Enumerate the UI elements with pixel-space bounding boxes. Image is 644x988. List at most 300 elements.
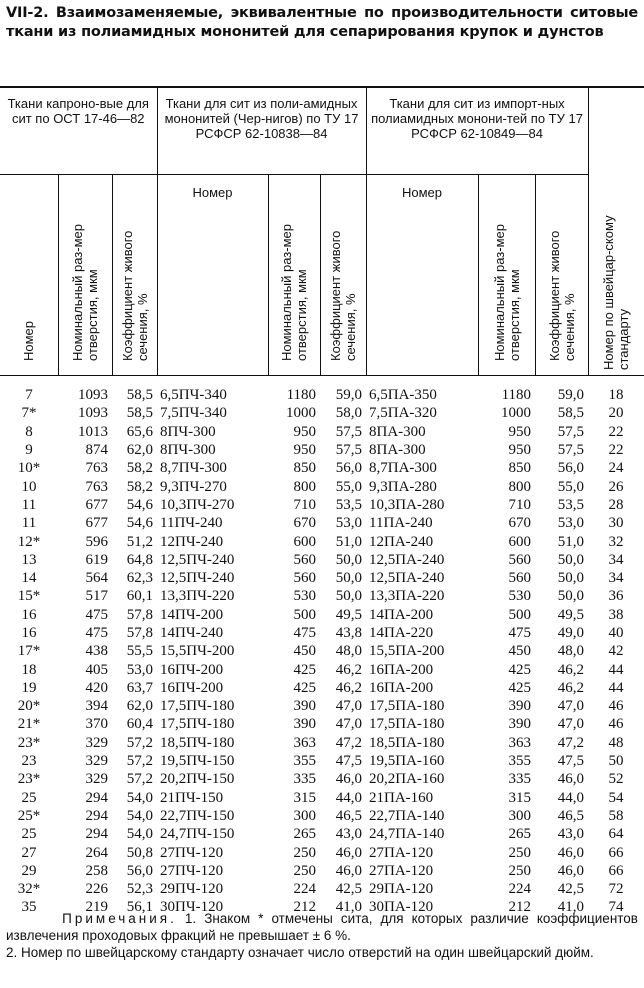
cell-ost-size: 329 <box>85 771 108 788</box>
col-header-size-2 <box>268 175 320 376</box>
cell-pa-coef: 47,2 <box>557 734 585 751</box>
cell-pa-coef: 46,0 <box>557 862 585 879</box>
cell-pa-size: 425 <box>508 661 532 678</box>
cell-pa-size: 560 <box>508 570 532 587</box>
cell-swiss-number: 66 <box>608 862 624 879</box>
cell-pch-coef: 46,0 <box>335 844 363 861</box>
cell-pa-coef: 46,2 <box>557 679 585 696</box>
table-row <box>0 880 644 898</box>
cell-ost-size: 596 <box>85 533 108 550</box>
cell-pa-coef: 58,5 <box>557 405 585 422</box>
table-row <box>0 862 644 880</box>
cell-ost-size: 329 <box>85 734 108 751</box>
cell-pch-number: 21ПЧ-150 <box>160 789 224 806</box>
cell-pch-number: 30ПЧ-120 <box>160 899 224 916</box>
cell-ost-coef: 56,1 <box>126 899 154 916</box>
cell-ost-size: 677 <box>85 515 108 532</box>
table-row <box>0 477 644 495</box>
cell-pa-size: 560 <box>508 551 532 568</box>
cell-pch-size: 390 <box>293 716 317 733</box>
note-2: 2. Номер по швейцарскому стандарту означает число отверстий на один швейцарский дюйм. <box>6 945 594 960</box>
cell-pch-number: 8ПЧ-300 <box>160 442 216 459</box>
cell-pa-number: 21ПА-160 <box>369 789 434 806</box>
cell-pch-coef: 53,0 <box>335 515 363 532</box>
cell-pch-size: 710 <box>293 496 317 513</box>
cell-pch-coef: 47,5 <box>335 753 363 770</box>
table-row <box>0 423 644 441</box>
cell-pch-number: 8,7ПЧ-300 <box>160 460 227 477</box>
cell-pa-coef: 44,0 <box>557 789 585 806</box>
cell-pch-coef: 47,0 <box>335 698 363 715</box>
cell-pch-number: 19,5ПЧ-150 <box>160 753 235 770</box>
cell-pa-coef: 46,2 <box>557 661 585 678</box>
cell-pa-coef: 50,0 <box>557 570 585 587</box>
table-row <box>0 459 644 477</box>
cell-ost-coef: 57,2 <box>126 753 154 770</box>
cell-pa-number: 7,5ПА-320 <box>369 405 437 422</box>
table-row <box>0 770 644 788</box>
cell-pch-size: 390 <box>293 698 317 715</box>
cell-ost-coef: 57,2 <box>126 734 154 751</box>
cell-ost-number: 18 <box>21 661 37 678</box>
cell-pa-coef: 49,0 <box>557 625 585 641</box>
table-row <box>0 532 644 550</box>
cell-pch-size: 1180 <box>286 387 317 404</box>
cell-pch-size: 250 <box>293 862 317 879</box>
cell-pa-coef: 49,5 <box>557 606 585 623</box>
note-1-text: 1. Знаком * отмечены сита, для которых различие коэффициентов извлечения проходовых фракций не превышает ± 6 %. <box>6 911 638 943</box>
cell-ost-size: 874 <box>85 442 108 459</box>
cell-swiss-number: 54 <box>608 789 624 806</box>
cell-ost-coef: 57,8 <box>126 606 154 623</box>
cell-pch-number: 27ПЧ-120 <box>160 862 224 879</box>
cell-swiss-number: 42 <box>608 643 624 660</box>
cell-ost-coef: 54,0 <box>126 807 154 824</box>
cell-swiss-number: 22 <box>608 423 624 440</box>
table-row <box>0 825 644 843</box>
cell-pa-size: 265 <box>508 826 532 843</box>
col-header-label: Номинальный раз-мер отверстия, мкм <box>491 224 522 361</box>
table-row <box>0 789 644 807</box>
cell-pa-coef: 46,0 <box>557 771 585 788</box>
cell-ost-coef: 54,0 <box>126 789 154 806</box>
cell-swiss-number: 50 <box>608 753 624 770</box>
cell-pch-number: 22,7ПЧ-150 <box>160 807 235 824</box>
col-header-label: Номер <box>21 320 37 361</box>
cell-pa-size: 1180 <box>501 387 532 404</box>
cell-pch-number: 12,5ПЧ-240 <box>160 551 235 568</box>
table-row <box>0 679 644 697</box>
col-header-label: Номинальный раз-мер отверстия, мкм <box>279 224 310 361</box>
cell-pa-size: 224 <box>508 881 532 898</box>
cell-pch-coef: 44,0 <box>335 789 363 806</box>
cell-pa-size: 425 <box>508 679 532 696</box>
cell-pa-number: 15,5ПА-200 <box>369 643 445 660</box>
table-row <box>0 843 644 861</box>
cell-swiss-number: 32 <box>608 533 624 550</box>
cell-ost-size: 294 <box>85 789 108 806</box>
cell-pch-number: 14ПЧ-240 <box>160 625 224 641</box>
cell-pch-size: 224 <box>293 881 317 898</box>
cell-ost-number: 7* <box>21 405 37 422</box>
cell-swiss-number: 46 <box>608 698 624 715</box>
cell-ost-number: 11 <box>21 515 37 532</box>
cell-ost-coef: 54,6 <box>126 496 154 513</box>
cell-pch-size: 300 <box>293 807 317 824</box>
cell-ost-number: 29 <box>21 862 37 879</box>
cell-pa-coef: 46,0 <box>557 844 585 861</box>
group-header-ost: Ткани капроно-вые для сит по ОСТ 17-46—82 <box>0 87 157 175</box>
cell-pch-size: 800 <box>293 478 317 495</box>
notes <box>6 910 638 961</box>
col-header-size-1 <box>58 175 112 376</box>
cell-pch-coef: 48,0 <box>335 643 363 660</box>
cell-pa-size: 710 <box>508 496 532 513</box>
cell-pch-size: 315 <box>293 789 317 806</box>
cell-ost-number: 35 <box>21 899 37 916</box>
cell-pa-number: 13,3ПА-220 <box>369 588 445 605</box>
cell-ost-size: 294 <box>85 826 108 843</box>
cell-pa-size: 315 <box>508 789 532 806</box>
cell-pa-coef: 56,0 <box>557 460 585 477</box>
cell-swiss-number: 52 <box>608 771 624 788</box>
cell-pch-coef: 47,0 <box>335 716 363 733</box>
cell-pch-coef: 55,0 <box>335 478 363 495</box>
cell-pa-number: 12,5ПА-240 <box>369 551 445 568</box>
cell-ost-size: 329 <box>85 753 108 770</box>
table-row <box>0 376 644 405</box>
cell-swiss-number: 34 <box>608 551 624 568</box>
cell-ost-number: 12* <box>17 533 41 550</box>
cell-pch-coef: 49,5 <box>335 606 363 623</box>
cell-ost-size: 219 <box>85 899 108 916</box>
cell-ost-number: 21* <box>17 716 41 733</box>
table-row <box>0 496 644 514</box>
cell-pa-size: 500 <box>508 606 532 623</box>
cell-ost-size: 294 <box>85 807 108 824</box>
cell-pa-coef: 48,0 <box>557 643 585 660</box>
cell-ost-coef: 53,0 <box>126 661 154 678</box>
cell-pch-coef: 50,0 <box>335 570 363 587</box>
cell-ost-coef: 64,8 <box>126 551 154 568</box>
cell-pa-number: 10,3ПА-280 <box>369 496 445 513</box>
cell-ost-size: 405 <box>85 661 108 678</box>
col-header-number-1 <box>0 175 58 376</box>
cell-ost-size: 1093 <box>78 387 108 404</box>
col-header-label: Номинальный раз-мер отверстия, мкм <box>70 224 100 361</box>
cell-swiss-number: 46 <box>608 716 624 733</box>
cell-pch-number: 14ПЧ-200 <box>160 606 224 623</box>
cell-pch-number: 13,3ПЧ-220 <box>160 588 235 605</box>
cell-ost-number: 9 <box>25 442 33 459</box>
cell-pa-coef: 42,5 <box>557 881 585 898</box>
cell-ost-size: 258 <box>85 862 108 879</box>
cell-pch-size: 363 <box>293 734 317 751</box>
cell-pch-size: 500 <box>293 606 317 623</box>
cell-pch-size: 335 <box>293 771 317 788</box>
cell-pch-size: 265 <box>293 826 317 843</box>
cell-swiss-number: 26 <box>608 478 624 495</box>
cell-ost-number: 23* <box>17 734 41 751</box>
col-header-number-2: Номер <box>157 175 268 376</box>
cell-pa-number: 29ПА-120 <box>369 881 434 898</box>
cell-pa-number: 12ПА-240 <box>369 533 434 550</box>
notes-heading: Примечания. <box>62 911 177 926</box>
cell-ost-number: 10 <box>21 478 37 495</box>
cell-pch-size: 560 <box>293 570 317 587</box>
table-title: VII-2. Взаимозаменяемые, эквивалентные по производительности ситовые ткани из полиамидных мононитей для сепарирования крупок и дунстов <box>6 5 638 40</box>
cell-pa-number: 27ПА-120 <box>369 862 434 879</box>
table-row <box>0 404 644 422</box>
cell-ost-coef: 58,2 <box>126 460 154 477</box>
cell-ost-number: 10* <box>17 460 41 477</box>
table-row <box>0 441 644 459</box>
cell-pch-coef: 46,0 <box>335 862 363 879</box>
cell-pa-number: 14ПА-220 <box>369 625 434 641</box>
cell-ost-coef: 58,2 <box>126 478 154 495</box>
col-header-label: Коэффициент живого сечения, % <box>546 230 577 361</box>
cell-pch-coef: 57,5 <box>335 442 363 459</box>
cell-pa-number: 8,7ПА-300 <box>369 460 437 477</box>
cell-swiss-number: 44 <box>608 661 624 678</box>
table-row <box>0 587 644 605</box>
cell-pa-size: 300 <box>508 807 532 824</box>
cell-swiss-number: 38 <box>608 606 624 623</box>
cell-pch-number: 6,5ПЧ-340 <box>160 387 227 404</box>
cell-ost-coef: 52,3 <box>126 881 154 898</box>
cell-ost-size: 619 <box>85 551 108 568</box>
cell-pa-number: 6,5ПА-350 <box>369 387 437 404</box>
cell-swiss-number: 44 <box>608 679 624 696</box>
table-row <box>0 752 644 770</box>
cell-pch-number: 11ПЧ-240 <box>160 515 223 532</box>
cell-pch-size: 560 <box>293 551 317 568</box>
col-header-coef-2 <box>320 175 366 376</box>
cell-pa-number: 30ПА-120 <box>369 899 434 916</box>
cell-pch-coef: 46,2 <box>335 661 363 678</box>
cell-ost-number: 16 <box>21 625 37 641</box>
cell-pch-size: 250 <box>293 844 317 861</box>
cell-pch-number: 17,5ПЧ-180 <box>160 716 235 733</box>
cell-ost-size: 394 <box>85 698 108 715</box>
cell-ost-size: 420 <box>85 679 108 696</box>
cell-pch-size: 950 <box>293 442 317 459</box>
cell-pa-coef: 41,0 <box>557 899 585 916</box>
cell-ost-coef: 54,0 <box>126 826 154 843</box>
cell-pch-coef: 41,0 <box>335 899 363 916</box>
cell-ost-coef: 63,7 <box>126 679 154 696</box>
cell-pa-size: 335 <box>508 771 532 788</box>
cell-ost-number: 8 <box>25 423 33 440</box>
cell-pch-number: 15,5ПЧ-200 <box>160 643 235 660</box>
table-row <box>0 807 644 825</box>
cell-pch-number: 20,2ПЧ-150 <box>160 771 235 788</box>
cell-swiss-number: 48 <box>608 734 624 751</box>
cell-swiss-number: 40 <box>608 625 624 641</box>
cell-pa-size: 355 <box>508 753 532 770</box>
cell-pa-size: 850 <box>508 460 532 477</box>
cell-ost-coef: 58,5 <box>126 387 154 404</box>
cell-pa-size: 1000 <box>501 405 532 422</box>
cell-pa-coef: 43,0 <box>557 826 585 843</box>
cell-swiss-number: 28 <box>608 496 624 513</box>
cell-ost-number: 19 <box>21 679 37 696</box>
cell-pch-coef: 57,5 <box>335 423 363 440</box>
cell-ost-number: 11 <box>21 496 37 513</box>
cell-pch-size: 425 <box>293 661 317 678</box>
cell-ost-number: 27 <box>21 844 37 861</box>
cell-swiss-number: 66 <box>608 844 624 861</box>
cell-ost-size: 517 <box>85 588 108 605</box>
cell-pch-coef: 53,5 <box>335 496 363 513</box>
cell-pch-number: 24,7ПЧ-150 <box>160 826 235 843</box>
cell-pa-size: 212 <box>508 899 532 916</box>
cell-pch-number: 12ПЧ-240 <box>160 533 224 550</box>
cell-pa-number: 18,5ПА-180 <box>369 734 445 751</box>
cell-ost-coef: 60,1 <box>126 588 154 605</box>
cell-swiss-number: 64 <box>608 826 624 843</box>
cell-pa-number: 17,5ПА-180 <box>369 698 445 715</box>
cell-ost-coef: 57,8 <box>126 625 154 641</box>
cell-pch-size: 670 <box>293 515 317 532</box>
cell-pch-coef: 43,0 <box>335 826 363 843</box>
cell-pa-size: 670 <box>508 515 532 532</box>
cell-swiss-number: 36 <box>608 588 624 605</box>
cell-pch-number: 12,5ПЧ-240 <box>160 570 235 587</box>
cell-ost-number: 25* <box>17 807 41 824</box>
cell-ost-coef: 62,0 <box>126 442 154 459</box>
cell-ost-number: 23 <box>21 753 37 770</box>
cell-pa-number: 27ПА-120 <box>369 844 434 861</box>
cell-pa-size: 950 <box>508 442 532 459</box>
cell-pa-coef: 53,0 <box>557 515 585 532</box>
cell-ost-number: 25 <box>21 826 37 843</box>
cell-pa-coef: 47,0 <box>557 716 585 733</box>
cell-ost-coef: 54,6 <box>126 515 154 532</box>
cell-swiss-number: 20 <box>608 405 624 422</box>
cell-ost-coef: 58,5 <box>126 405 154 422</box>
note-1 <box>6 910 638 944</box>
cell-swiss-number: 72 <box>608 881 624 898</box>
cell-pch-size: 355 <box>293 753 317 770</box>
table-row <box>0 697 644 715</box>
cell-pa-number: 9,3ПА-280 <box>369 478 437 495</box>
cell-pa-coef: 57,5 <box>557 442 585 459</box>
cell-pa-size: 250 <box>508 844 532 861</box>
cell-pa-number: 16ПА-200 <box>369 661 434 678</box>
cell-pa-number: 20,2ПА-160 <box>369 771 445 788</box>
cell-pch-size: 530 <box>293 588 317 605</box>
cell-ost-coef: 60,4 <box>126 716 154 733</box>
cell-pch-coef: 46,0 <box>335 771 363 788</box>
cell-ost-coef: 56,0 <box>126 862 154 879</box>
table-row <box>0 514 644 532</box>
col-header-coef-3 <box>535 175 588 376</box>
table-row <box>0 660 644 678</box>
cell-pch-coef: 56,0 <box>335 460 363 477</box>
cell-ost-size: 370 <box>85 716 108 733</box>
cell-pch-number: 16ПЧ-200 <box>160 679 224 696</box>
cell-pa-size: 390 <box>508 716 532 733</box>
col-header-label: Коэффициент живого сечения, % <box>119 230 150 361</box>
cell-pa-number: 24,7ПА-140 <box>369 826 445 843</box>
table-row <box>0 642 644 660</box>
cell-ost-number: 23* <box>17 771 41 788</box>
cell-pch-size: 450 <box>293 643 317 660</box>
cell-pa-coef: 53,5 <box>557 496 585 513</box>
cell-pa-size: 800 <box>508 478 532 495</box>
cell-ost-size: 475 <box>85 625 108 641</box>
sieve-fabric-table <box>0 86 644 917</box>
col-header-swiss <box>588 87 644 376</box>
cell-ost-coef: 51,2 <box>126 533 154 550</box>
cell-pa-number: 16ПА-200 <box>369 679 434 696</box>
cell-ost-number: 7 <box>25 387 33 404</box>
cell-pch-size: 600 <box>293 533 317 550</box>
cell-pa-size: 475 <box>508 625 532 641</box>
cell-ost-number: 25 <box>21 789 37 806</box>
group-header-chernigov: Ткани для сит из поли-амидных мононитей (Чер-нигов) по ТУ 17 РСФСР 62-10838—84 <box>157 87 366 175</box>
cell-pch-coef: 50,0 <box>335 588 363 605</box>
cell-pa-number: 17,5ПА-180 <box>369 716 445 733</box>
cell-pa-size: 250 <box>508 862 532 879</box>
group-header-import: Ткани для сит из импорт-ных полиамидных монони-тей по ТУ 17 РСФСР 62-10849—84 <box>366 87 588 175</box>
cell-pch-number: 10,3ПЧ-270 <box>160 496 235 513</box>
cell-ost-coef: 50,8 <box>126 844 154 861</box>
cell-ost-number: 14 <box>21 570 37 587</box>
col-header-label: Коэффициент живого сечения, % <box>328 230 359 361</box>
cell-pch-size: 1000 <box>286 405 317 422</box>
cell-ost-coef: 57,2 <box>126 771 154 788</box>
cell-pa-coef: 50,0 <box>557 588 585 605</box>
cell-swiss-number: 58 <box>608 807 624 824</box>
cell-pch-number: 7,5ПЧ-340 <box>160 405 227 422</box>
table-body <box>0 376 644 917</box>
cell-pch-coef: 43,8 <box>335 625 363 641</box>
cell-swiss-number: 24 <box>608 460 624 477</box>
table-row <box>0 624 644 642</box>
cell-swiss-number: 18 <box>608 387 624 404</box>
cell-ost-size: 763 <box>85 478 108 495</box>
cell-pch-coef: 46,5 <box>335 807 363 824</box>
cell-swiss-number: 22 <box>608 442 624 459</box>
cell-pch-coef: 51,0 <box>335 533 363 550</box>
cell-pch-coef: 50,0 <box>335 551 363 568</box>
cell-ost-size: 264 <box>85 844 108 861</box>
cell-pa-coef: 47,0 <box>557 698 585 715</box>
table-row <box>0 715 644 733</box>
col-header-number-3: Номер <box>366 175 478 376</box>
cell-pch-size: 850 <box>293 460 317 477</box>
cell-pch-size: 950 <box>293 423 317 440</box>
cell-pch-coef: 59,0 <box>335 387 363 404</box>
cell-pa-number: 14ПА-200 <box>369 606 434 623</box>
cell-pch-number: 16ПЧ-200 <box>160 661 224 678</box>
cell-pch-size: 212 <box>293 899 317 916</box>
cell-pch-size: 425 <box>293 679 317 696</box>
cell-pa-number: 12,5ПА-240 <box>369 570 445 587</box>
cell-pa-coef: 55,0 <box>557 478 585 495</box>
cell-ost-coef: 62,0 <box>126 698 154 715</box>
cell-pa-coef: 47,5 <box>557 753 585 770</box>
cell-pch-coef: 46,2 <box>335 679 363 696</box>
cell-pch-number: 17,5ПЧ-180 <box>160 698 235 715</box>
cell-pa-size: 390 <box>508 698 532 715</box>
cell-ost-size: 677 <box>85 496 108 513</box>
cell-pch-coef: 58,0 <box>335 405 363 422</box>
cell-ost-size: 475 <box>85 606 108 623</box>
cell-pa-size: 600 <box>508 533 532 550</box>
